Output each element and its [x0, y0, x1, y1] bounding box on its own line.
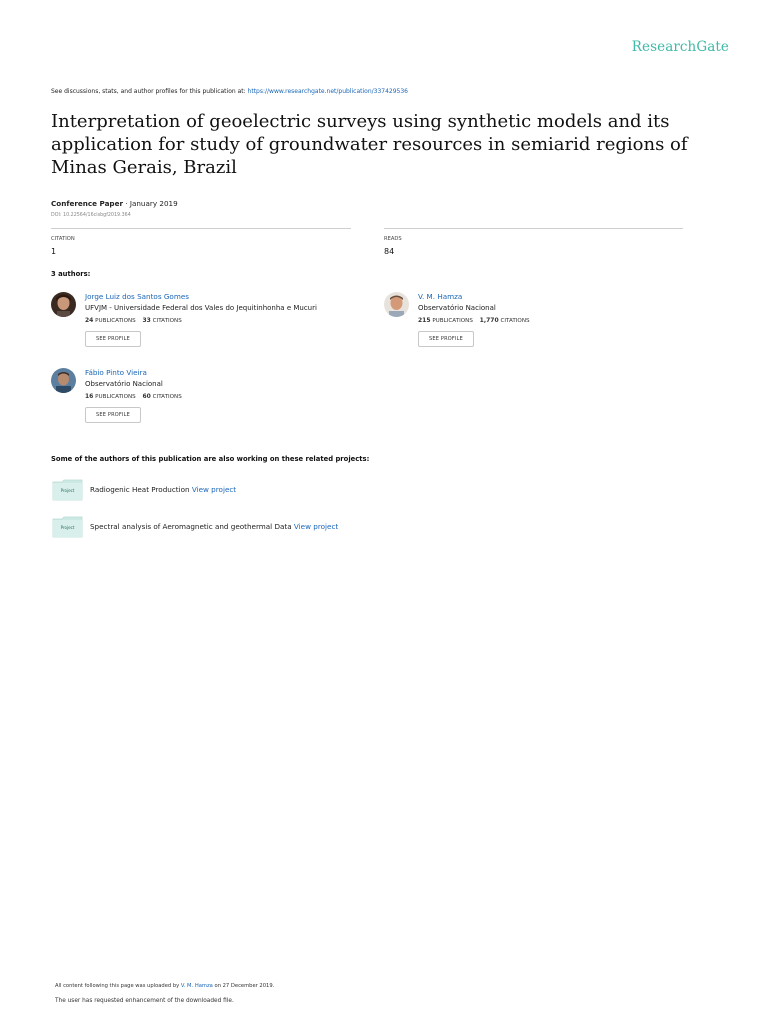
publication-type: Conference Paper — [51, 199, 123, 208]
author-avatar[interactable] — [51, 368, 76, 393]
citations-count: 60 — [142, 393, 151, 400]
divider-reads — [384, 228, 683, 229]
reads-label: READS — [384, 236, 402, 242]
publication-url-link[interactable]: https://www.researchgate.net/publication/337429536 — [247, 88, 408, 95]
author-name-link[interactable]: Jorge Luiz dos Santos Gomes — [85, 292, 189, 301]
discussions-line — [51, 88, 408, 95]
related-project-item — [52, 516, 452, 542]
citation-label: CITATION — [51, 236, 75, 242]
upload-note — [55, 983, 274, 989]
publications-count: 215 — [418, 317, 431, 324]
project-folder-label: Project — [60, 488, 75, 493]
project-folder-label: Project — [60, 525, 75, 530]
citation-count: 1 — [51, 247, 57, 256]
author-avatar[interactable] — [384, 292, 409, 317]
citations-count: 33 — [142, 317, 151, 324]
related-projects-heading: Some of the authors of this publication are also working on these related projects: — [51, 455, 370, 463]
author-card — [51, 368, 351, 432]
project-name: Radiogenic Heat Production — [90, 485, 190, 494]
publications-count: 16 — [85, 393, 94, 400]
author-name-link[interactable]: Fábio Pinto Vieira — [85, 368, 147, 377]
enhancement-note: The user has requested enhancement of the downloaded file. — [55, 998, 234, 1004]
publication-title: Interpretation of geoelectric surveys using synthetic models and its application for study of groundwater resources in semiarid regions of Minas Gerais, Brazil — [51, 111, 688, 178]
divider-citation — [51, 228, 351, 229]
author-card — [51, 292, 351, 356]
related-project-item — [52, 479, 452, 505]
researchgate-logo[interactable]: ResearchGate — [631, 39, 729, 55]
citations-count: 1,770 — [479, 317, 499, 324]
upload-note-suffix: on 27 December 2019. — [212, 983, 275, 989]
author-stats — [418, 317, 530, 324]
publications-label: PUBLICATIONS — [432, 318, 473, 324]
view-project-link[interactable]: View project — [293, 522, 339, 531]
author-name-link[interactable]: V. M. Hamza — [418, 292, 463, 301]
project-name: Spectral analysis of Aeromagnetic and geothermal Data — [90, 522, 292, 531]
project-text — [90, 522, 338, 531]
discussions-prefix: See discussions, stats, and author profiles for this publication at: — [51, 88, 248, 95]
author-stats — [85, 317, 182, 324]
author-card — [384, 292, 684, 356]
publications-count: 24 — [85, 317, 94, 324]
citations-label: CITATIONS — [152, 318, 182, 324]
author-institution: Observatório Nacional — [418, 304, 496, 312]
author-avatar[interactable] — [51, 292, 76, 317]
view-project-link[interactable]: View project — [191, 485, 237, 494]
author-institution: UFVJM - Universidade Federal dos Vales do Jequitinhonha e Mucuri — [85, 304, 317, 312]
see-profile-button[interactable]: SEE PROFILE — [85, 407, 141, 423]
publications-label: PUBLICATIONS — [95, 394, 136, 400]
uploader-link[interactable]: V. M. Hamza — [180, 983, 213, 989]
citations-label: CITATIONS — [152, 394, 182, 400]
authors-heading: 3 authors: — [51, 270, 91, 278]
publication-date: · January 2019 — [123, 199, 178, 208]
project-text — [90, 485, 236, 494]
publications-label: PUBLICATIONS — [95, 318, 136, 324]
upload-note-prefix: All content following this page was uploaded by — [55, 983, 181, 989]
project-folder-icon — [52, 516, 83, 538]
see-profile-button[interactable]: SEE PROFILE — [85, 331, 141, 347]
publication-meta — [51, 199, 178, 208]
see-profile-button[interactable]: SEE PROFILE — [418, 331, 474, 347]
author-institution: Observatório Nacional — [85, 380, 163, 388]
citations-label: CITATIONS — [500, 318, 530, 324]
publication-doi: DOI: 10.22564/16cisbgf2019.364 — [51, 213, 131, 218]
reads-count: 84 — [384, 247, 395, 256]
author-stats — [85, 393, 182, 400]
project-folder-icon — [52, 479, 83, 501]
